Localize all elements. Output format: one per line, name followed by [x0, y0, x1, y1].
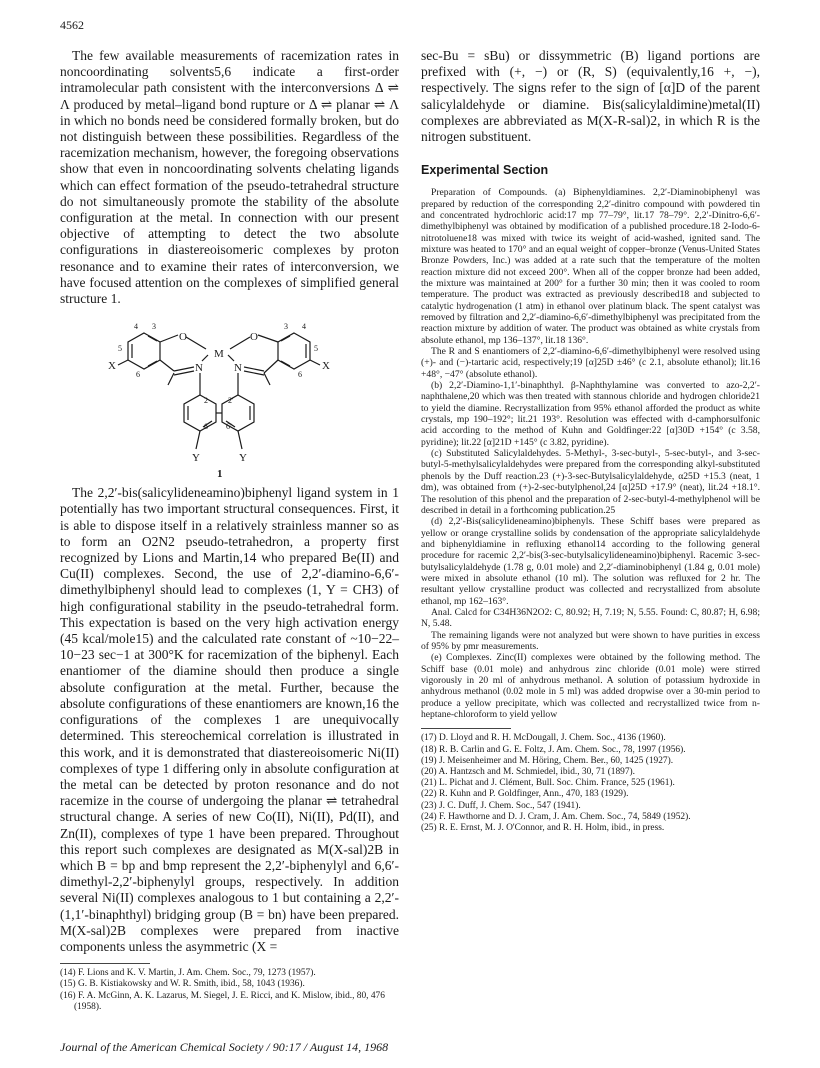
atom-n-left: N [195, 362, 203, 375]
page-number: 4562 [60, 18, 84, 32]
experimental-a-resolution: The R and S enantiomers of 2,2′-diamino-6,6′-dimethylbiphenyl were resolved using (+)- and (−)-tartaric acid, respectively;19 [α]25D ±46° (c 2.1, absolute ethanol); lit.16 +48°, −47° (absolute ethanol). [421, 346, 760, 380]
structure-diagram [60, 313, 399, 481]
section-heading-experimental: Experimental Section [421, 163, 549, 178]
footnote-19: (19) J. Meisenheimer and M. Höring, Chem. Ber., 60, 1425 (1927). [421, 755, 674, 766]
right-column [421, 48, 760, 834]
journal-footer: Journal of the American Chemical Society / 90:17 / August 14, 1968 [60, 1040, 389, 1054]
footnote-14: (14) F. Lions and K. V. Martin, J. Am. Chem. Soc., 79, 1273 (1957). [60, 968, 316, 979]
atom-o-left: O [179, 331, 187, 344]
footnote-22: (22) R. Kuhn and P. Goldfinger, Ann., 470, 183 (1929). [421, 789, 629, 800]
left-phenol-ring [128, 333, 160, 369]
experimental-b: (b) 2,2′-Diamino-1,1′-binaphthyl. β-Naphthylamine was converted to azo-2,2′-naphthalene,20 which was then treated with stannous chloride and hydrogen chloride21 to yield the diamine. Recrystallization from 95% ethanol afforded the product as white crystals, mp 190–192°; lit.21 193°. Resolution was effected with d-camphorsulfonic acid according to the method of Kuhn and Goldfinger:22 [α]30D +154° (c 3.58, pyridine); lit.22 [α]21D +145° (c 3.82, pyridine). [421, 380, 760, 448]
atom-y-right: Y [239, 452, 247, 465]
footnote-17: (17) D. Lloyd and R. H. McDougall, J. Chem. Soc., 4136 (1960). [421, 733, 666, 744]
locant-5-left: 5 [118, 344, 122, 354]
locant-4-left: 4 [134, 322, 138, 332]
locant-6-bottom: 6 [204, 422, 208, 432]
experimental-remaining: The remaining ligands were not analyzed but were shown to have purities in excess of 95% by pmr measurements. [421, 629, 760, 652]
footnote-rule-left [60, 963, 150, 964]
locant-4-right: 4 [302, 322, 306, 332]
atom-y-left: Y [192, 452, 200, 465]
experimental-analysis: Anal. Calcd for C34H36N2O2: C, 80.92; H, 7.19; N, 5.55. Found: C, 80.87; H, 6.98; N, 5.48. [421, 606, 760, 630]
atom-n-right: N [234, 362, 242, 375]
footnote-rule-right [421, 728, 511, 729]
footnote-24: (24) F. Hawthorne and D. J. Cram, J. Am. Chem. Soc., 74, 5849 (1952). [421, 811, 691, 822]
experimental-d: (d) 2,2′-Bis(salicylideneamino)biphenyls. These Schiff bases were prepared as yellow or orange crystalline solids by condensation of the appropriate salicylaldehyde and biphenyldiamine in refluxing ethanol14 according to the following general procedure for racemic 2,2′-bis(3-sec-butylsalicylideneamino)biphenyl. Racemic 3-sec-butylsalicylaldehyde (1.78 g, 0.01 mole) and 2,2′-diaminobiphenyl (1.84 g, 0.01 mole) were mixed in absolute ethanol (10 ml). The solution was refluxed for 2 hr. The resultant yellow crystalline product was collected and recrystallized from absolute ethanol, mp 162–163°. [421, 516, 760, 607]
compound-number: 1 [217, 468, 223, 481]
footnote-18: (18) R. B. Carlin and G. E. Foltz, J. Am. Chem. Soc., 78, 1997 (1956). [421, 744, 686, 755]
atom-x-left: X [108, 360, 116, 373]
atom-m: M [214, 348, 224, 361]
footnote-25: (25) R. E. Ernst, M. J. O'Connor, and R. H. Holm, ibid., in press. [421, 823, 665, 833]
left-column [60, 48, 399, 1013]
structure-figure [60, 313, 399, 481]
locant-3-right: 3 [284, 322, 288, 332]
footnote-23: (23) J. C. Duff, J. Chem. Soc., 547 (1941). [421, 800, 581, 811]
experimental-a: Preparation of Compounds. (a) Biphenyldiamines. 2,2′-Diaminobiphenyl was prepared by reduction of the corresponding 2,2′-dinitro compound with powdered tin and concentrated hydrochloric acid:17 mp 77–79°, lit.17 78–79°. 2,2′-Dinitro-6,6′-dimethylbiphenyl was obtained by modification of a published procedure.18 2-Iodo-6-nitrotoluene18 was mixed with twice its weight of acid-washed, ignited sand. The mixture was heated to 170° and an equal weight of copper–bronze (Venus-United States Bronze Powders, Inc.) was added at a rate such that the temperature of the molten reaction mixture did not exceed 200°. When all of the copper bronze had been added, the mixture was maintained at 200° for a further 30 min; then it was cooled to room temperature. The product was extracted as previously described18 and subjected to catalytic hydrogenation (1 atm) in ethanol over platinum black. The spent catalyst was removed by filtration and 2,2′-diamino-6,6′-dimethylbiphenyl was precipitated from the reaction mixture by addition of water. The product was obtained as white crystals from absolute ethanol, mp 136–137°, lit.18 136°. [421, 187, 760, 346]
atom-x-right: X [322, 360, 330, 373]
locant-2-prime: 2′ [228, 396, 234, 406]
footnote-21: (21) L. Pichat and J. Clément, Bull. Soc. Chim. France, 525 (1961). [421, 778, 675, 789]
locant-2: 2 [204, 396, 208, 406]
footnote-15: (15) G. B. Kistiakowsky and W. R. Smith, ibid., 58, 1043 (1936). [60, 979, 305, 990]
locant-6-left: 6 [136, 370, 140, 380]
biphenyl-ring-left [184, 395, 216, 431]
right-phenol-ring [278, 333, 310, 369]
locant-5-right: 5 [314, 344, 318, 354]
left-paragraph-1: The few available measurements of racemization rates in noncoordinating solvents5,6 indicate a first-order intramolecular path consistent with the interconversions Δ ⇌ Λ produced by metal–ligand bond rupture or Δ ⇌ planar ⇌ Λ in which no bonds need be considered formally broken, but do not distinguish between these possibilities. Regardless of the racemization mechanism, however, the foregoing observations show that even in noncoordinating solvents chelating ligands which can effect formation of the pseudo-tetrahedral structure do not simultaneously promote the stability of the absolute configuration at the metal. In connection with our present objective of attempting to detect the two absolute configurations in diastereoisomeric complexes by proton resonance and to examine their rates of interconversion, we have focused attention on the complexes of simplified general structure 1. [60, 48, 399, 307]
left-paragraph-2: The 2,2′-bis(salicylideneamino)biphenyl ligand system in 1 potentially has two important structural consequences. First, it is able to dispose itself in a relatively strainless manner so as to form an O2N2 pseudo-tetrahedron, a property first recognized by Lions and Martin,14 who prepared Be(II) and Cu(II) complexes. Second, the use of 2,2′-diamino-6,6′-dimethylbiphenyl should lead to complexes (1, Y = CH3) of high configurational stability in the pseudo-tetrahedral form. This expectation is based on the very high activation energy (45 kcal/mole15) and the calculated rate constant of ~10−22–10−23 sec−1 at 300°K for racemization of the biphenyl. Each enantiomer of the diamine should then produce a single absolute configuration at the metal. Further, because the absolute configurations of these enantiomers are known,16 the configurations of the complexes 1 are unequivocally determined. This stereochemical correlation is illustrated in this work, and it is demonstrated that diastereoisomeric Ni(II) complexes of type 1 differing only in absolute configuration at the metal can be detected by proton resonance and do not racemize in the course of undergoing the planar ⇌ tetrahedral structural change. A series of new Co(II), Ni(II), Pd(II), and Zn(II), complexes of type 1 have been prepared. Throughout this report such complexes are designated as M(X-sal)2B in which B = bp and bmp represent the 2,2′-biphenylyl and 6,6′-dimethyl-2,2′-biphenylyl groups, respectively. In addition several Ni(II) complexes analogous to 1 but containing a 2,2′-(1,1′-binaphthyl) bridging group (B = bn) have been prepared. M(X-sal)2B complexes were prepared from inactive components unless the asymmetric (X = [60, 485, 399, 954]
footnote-16: (16) F. A. McGinn, A. K. Lazarus, M. Siegel, J. E. Ricci, and K. Mislow, ibid., 80, 476 (1958). [60, 990, 385, 1012]
locant-6-right: 6 [298, 370, 302, 380]
experimental-c: (c) Substituted Salicylaldehydes. 5-Methyl-, 3-sec-butyl-, 5-sec-butyl-, and 3-sec-butyl-5-methylsalicylaldehydes were prepared from the corresponding alkyl-substituted phenols by the Duff reaction.23 (+)-3-sec-Butylsalicylaldehyde, α25D +15.3 (neat, 1 dm), was obtained from (+)-2-sec-butylphenol,24 [α]25D +17.9° (neat), lit.24 +18.1°. The resolution of this phenol and the preparation of 2-sec-butyl-4-methylphenol will be described in detail in a forthcoming publication.25 [421, 448, 760, 516]
locant-6-prime-bottom: 6′ [226, 422, 232, 432]
locant-3-left: 3 [152, 322, 156, 332]
atom-o-right: O [250, 331, 258, 344]
footnote-20: (20) A. Hantzsch and M. Schmiedel, ibid., 30, 71 (1897). [421, 766, 636, 777]
experimental-e: (e) Complexes. Zinc(II) complexes were obtained by the following method. The Schiff base (0.01 mole) and anhydrous zinc chloride (0.01 mole) were stirred vigorously in 20 ml of anhydrous methanol. A solution of potassium hydroxide in anhydrous methanol (0.02 mole in 5 ml) was added dropwise over a 30-min period to produce a yellow precipitate, which was collected and recrystallized twice from n-heptane-chloroform to yield yellow [421, 652, 760, 721]
right-paragraph-1: sec-Bu = sBu) or dissymmetric (B) ligand portions are prefixed with (+, −) or (R, S) (equivalently,16 +, −), respectively. The signs refer to the sign of [α]D of the parent salicylaldehyde or diamine. Bis(salicylaldimine)metal(II) complexes are abbreviated as M(X-R-sal)2, in which R is the nitrogen substituent. [421, 48, 760, 145]
